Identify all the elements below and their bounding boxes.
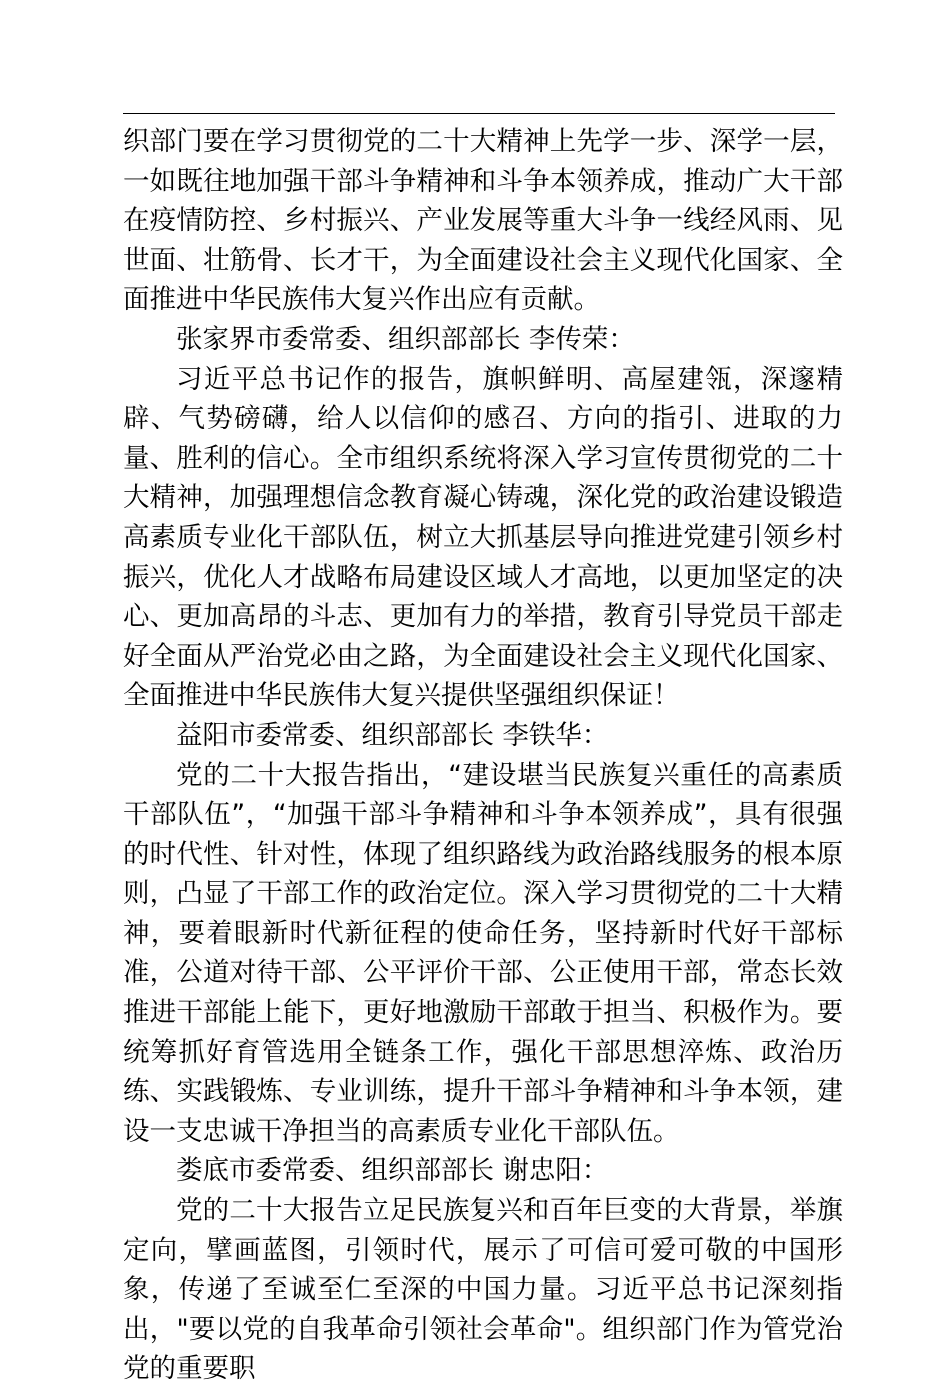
header-rule — [123, 113, 835, 114]
paragraph-continuation: 织部门要在学习贯彻党的二十大精神上先学一步、深学一层，一如既往地加强干部斗争精神和斗争本领养成，推动广大干部在疫情防控、乡村振兴、产业发展等重大斗争一线经风雨、见世面、壮筋骨、长才干，为全面建设社会主义现代化国家、全面推进中华民族伟大复兴作出应有贡献。 — [123, 126, 843, 316]
document-body — [123, 122, 843, 1389]
body-paragraph: 党的二十大报告指出，“建设堪当民族复兴重任的高素质干部队伍”，“加强干部斗争精神和斗争本领养成”，具有很强的时代性、针对性，体现了组织路线为政治路线服务的根本原则，凸显了干部工作的政治定位。深入学习贯彻党的二十大精神，要着眼新时代新征程的使命任务，坚持新时代好干部标准，公道对待干部、公平评价干部、公正使用干部，常态长效推进干部能上能下，更好地激励干部敢于担当、积极作为。要统筹抓好育管选用全链条工作，强化干部思想淬炼、政治历练、实践锻炼、专业训练，提升干部斗争精神和斗争本领，建设一支忠诚干净担当的高素质专业化干部队伍。 — [123, 759, 843, 1147]
speaker-line: 娄底市委常委、组织部部长 谢忠阳： — [176, 1155, 609, 1187]
speaker-line: 张家界市委常委、组织部部长 李传荣： — [176, 323, 635, 355]
body-paragraph: 党的二十大报告立足民族复兴和百年巨变的大背景，举旗定向，擘画蓝图，引领时代，展示了可信可爱可敬的中国形象，传递了至诚至仁至深的中国力量。习近平总书记深刻指出，"要以党的自我革命引领社会革命"。组织部门作为管党治党的重要职 — [123, 1195, 843, 1385]
body-paragraph: 习近平总书记作的报告，旗帜鲜明、高屋建瓴，深邃精辟、气势磅礴，给人以信仰的感召、方向的指引、进取的力量、胜利的信心。全市组织系统将深入学习宣传贯彻党的二十大精神，加强理想信念教育凝心铸魂，深化党的政治建设锻造高素质专业化干部队伍，树立大抓基层导向推进党建引领乡村振兴，优化人才战略布局建设区域人才高地，以更加坚定的决心、更加高昂的斗志、更加有力的举措，教育引导党员干部走好全面从严治党必由之路，为全面建设社会主义现代化国家、全面推进中华民族伟大复兴提供坚强组织保证！ — [123, 363, 843, 712]
speaker-line: 益阳市委常委、组织部部长 李铁华： — [176, 719, 609, 751]
